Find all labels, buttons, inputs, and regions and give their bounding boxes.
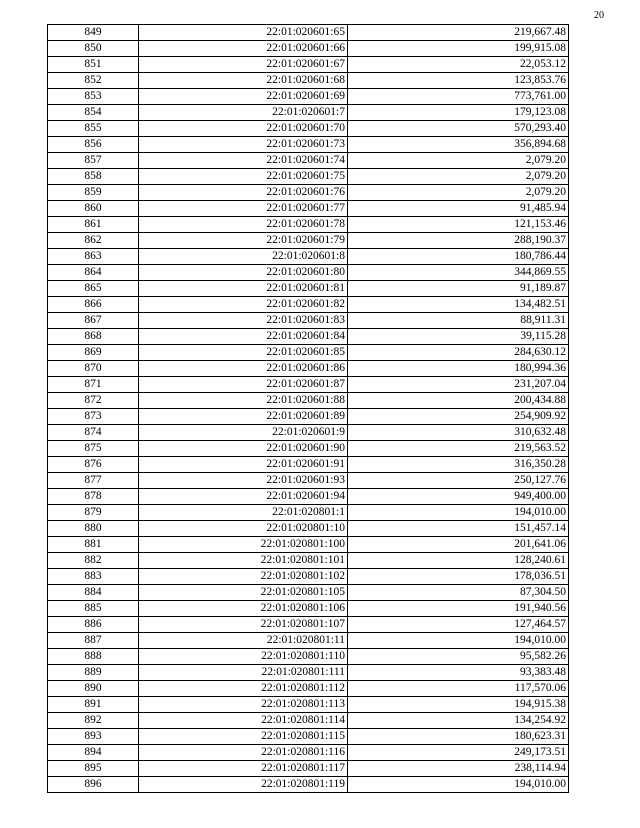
cadastral-number-cell: 22:01:020601:84 — [139, 329, 348, 345]
cadastral-value-cell: 180,786.44 — [348, 249, 569, 265]
row-number-cell: 887 — [48, 633, 139, 649]
row-number-cell: 882 — [48, 553, 139, 569]
table-row — [48, 121, 569, 137]
table-row — [48, 489, 569, 505]
cadastral-value-cell: 570,293.40 — [348, 121, 569, 137]
row-number-cell: 850 — [48, 41, 139, 57]
cadastral-number-cell: 22:01:020601:76 — [139, 185, 348, 201]
cadastral-number-cell: 22:01:020601:91 — [139, 457, 348, 473]
table-row — [48, 281, 569, 297]
table-row — [48, 41, 569, 57]
row-number-cell: 856 — [48, 137, 139, 153]
table-row — [48, 25, 569, 41]
row-number-cell: 895 — [48, 761, 139, 777]
cadastral-value-cell: 179,123.08 — [348, 105, 569, 121]
cadastral-number-cell: 22:01:020601:86 — [139, 361, 348, 377]
row-number-cell: 868 — [48, 329, 139, 345]
cadastral-number-cell: 22:01:020801:101 — [139, 553, 348, 569]
row-number-cell: 873 — [48, 409, 139, 425]
table-row — [48, 665, 569, 681]
row-number-cell: 866 — [48, 297, 139, 313]
cadastral-value-cell: 191,940.56 — [348, 601, 569, 617]
row-number-cell: 862 — [48, 233, 139, 249]
cadastral-value-cell: 194,010.00 — [348, 777, 569, 793]
row-number-cell: 853 — [48, 89, 139, 105]
cadastral-number-cell: 22:01:020601:89 — [139, 409, 348, 425]
cadastral-number-cell: 22:01:020801:112 — [139, 681, 348, 697]
cadastral-number-cell: 22:01:020601:81 — [139, 281, 348, 297]
row-number-cell: 857 — [48, 153, 139, 169]
table-row — [48, 633, 569, 649]
table-row — [48, 329, 569, 345]
cadastral-value-cell: 128,240.61 — [348, 553, 569, 569]
cadastral-value-cell: 310,632.48 — [348, 425, 569, 441]
row-number-cell: 877 — [48, 473, 139, 489]
row-number-cell: 878 — [48, 489, 139, 505]
table-row — [48, 393, 569, 409]
cadastral-value-cell: 194,915.38 — [348, 697, 569, 713]
cadastral-number-cell: 22:01:020801:113 — [139, 697, 348, 713]
cadastral-number-cell: 22:01:020601:85 — [139, 345, 348, 361]
table-row — [48, 777, 569, 793]
cadastral-number-cell: 22:01:020601:90 — [139, 441, 348, 457]
table-row — [48, 457, 569, 473]
table-row — [48, 537, 569, 553]
cadastral-value-cell: 91,189.87 — [348, 281, 569, 297]
row-number-cell: 894 — [48, 745, 139, 761]
cadastral-number-cell: 22:01:020801:105 — [139, 585, 348, 601]
cadastral-number-cell: 22:01:020801:114 — [139, 713, 348, 729]
cadastral-value-cell: 316,350.28 — [348, 457, 569, 473]
cadastral-value-cell: 231,207.04 — [348, 377, 569, 393]
table-row — [48, 585, 569, 601]
cadastral-value-cell: 288,190.37 — [348, 233, 569, 249]
cadastral-number-cell: 22:01:020601:70 — [139, 121, 348, 137]
row-number-cell: 855 — [48, 121, 139, 137]
cadastral-number-cell: 22:01:020601:79 — [139, 233, 348, 249]
row-number-cell: 858 — [48, 169, 139, 185]
table-row — [48, 713, 569, 729]
table-row — [48, 441, 569, 457]
table-row — [48, 89, 569, 105]
cadastral-number-cell: 22:01:020601:7 — [139, 105, 348, 121]
cadastral-value-cell: 127,464.57 — [348, 617, 569, 633]
cadastral-number-cell: 22:01:020801:116 — [139, 745, 348, 761]
table-row — [48, 265, 569, 281]
cadastral-number-cell: 22:01:020601:94 — [139, 489, 348, 505]
table-row — [48, 745, 569, 761]
table-row — [48, 185, 569, 201]
table-row — [48, 345, 569, 361]
cadastral-number-cell: 22:01:020601:8 — [139, 249, 348, 265]
cadastral-value-cell: 180,623.31 — [348, 729, 569, 745]
cadastral-value-cell: 178,036.51 — [348, 569, 569, 585]
table-row — [48, 425, 569, 441]
table-row — [48, 153, 569, 169]
table-row — [48, 681, 569, 697]
cadastral-number-cell: 22:01:020601:88 — [139, 393, 348, 409]
cadastral-value-cell: 194,010.00 — [348, 633, 569, 649]
cadastral-number-cell: 22:01:020601:77 — [139, 201, 348, 217]
table-row — [48, 569, 569, 585]
table-row — [48, 57, 569, 73]
cadastral-number-cell: 22:01:020801:115 — [139, 729, 348, 745]
cadastral-number-cell: 22:01:020601:73 — [139, 137, 348, 153]
cadastral-value-cell: 151,457.14 — [348, 521, 569, 537]
row-number-cell: 879 — [48, 505, 139, 521]
cadastral-value-cell: 39,115.28 — [348, 329, 569, 345]
table-row — [48, 617, 569, 633]
cadastral-number-cell: 22:01:020601:78 — [139, 217, 348, 233]
cadastral-number-cell: 22:01:020601:83 — [139, 313, 348, 329]
cadastral-number-cell: 22:01:020601:80 — [139, 265, 348, 281]
row-number-cell: 880 — [48, 521, 139, 537]
cadastral-number-cell: 22:01:020801:107 — [139, 617, 348, 633]
cadastral-value-table — [47, 24, 569, 793]
row-number-cell: 870 — [48, 361, 139, 377]
cadastral-number-cell: 22:01:020801:100 — [139, 537, 348, 553]
cadastral-value-cell: 93,383.48 — [348, 665, 569, 681]
table-row — [48, 137, 569, 153]
row-number-cell: 889 — [48, 665, 139, 681]
row-number-cell: 869 — [48, 345, 139, 361]
row-number-cell: 881 — [48, 537, 139, 553]
cadastral-number-cell: 22:01:020601:68 — [139, 73, 348, 89]
table-row — [48, 249, 569, 265]
cadastral-number-cell: 22:01:020801:1 — [139, 505, 348, 521]
table-row — [48, 201, 569, 217]
cadastral-value-cell: 2,079.20 — [348, 185, 569, 201]
cadastral-value-cell: 254,909.92 — [348, 409, 569, 425]
cadastral-value-cell: 773,761.00 — [348, 89, 569, 105]
row-number-cell: 863 — [48, 249, 139, 265]
table-row — [48, 649, 569, 665]
cadastral-number-cell: 22:01:020601:87 — [139, 377, 348, 393]
cadastral-number-cell: 22:01:020801:110 — [139, 649, 348, 665]
cadastral-value-cell: 200,434.88 — [348, 393, 569, 409]
row-number-cell: 849 — [48, 25, 139, 41]
table-row — [48, 697, 569, 713]
cadastral-value-cell: 2,079.20 — [348, 153, 569, 169]
table-row — [48, 473, 569, 489]
table-row — [48, 761, 569, 777]
table-row — [48, 409, 569, 425]
row-number-cell: 885 — [48, 601, 139, 617]
cadastral-number-cell: 22:01:020601:67 — [139, 57, 348, 73]
cadastral-value-cell: 117,570.06 — [348, 681, 569, 697]
row-number-cell: 893 — [48, 729, 139, 745]
table-row — [48, 169, 569, 185]
row-number-cell: 872 — [48, 393, 139, 409]
cadastral-value-cell: 238,114.94 — [348, 761, 569, 777]
cadastral-number-cell: 22:01:020601:66 — [139, 41, 348, 57]
row-number-cell: 861 — [48, 217, 139, 233]
row-number-cell: 896 — [48, 777, 139, 793]
cadastral-value-cell: 194,010.00 — [348, 505, 569, 521]
table-row — [48, 233, 569, 249]
row-number-cell: 884 — [48, 585, 139, 601]
cadastral-value-cell: 91,485.94 — [348, 201, 569, 217]
cadastral-number-cell: 22:01:020601:93 — [139, 473, 348, 489]
row-number-cell: 890 — [48, 681, 139, 697]
cadastral-value-cell: 219,563.52 — [348, 441, 569, 457]
cadastral-number-cell: 22:01:020801:111 — [139, 665, 348, 681]
cadastral-value-cell: 87,304.50 — [348, 585, 569, 601]
row-number-cell: 854 — [48, 105, 139, 121]
row-number-cell: 867 — [48, 313, 139, 329]
cadastral-value-cell: 249,173.51 — [348, 745, 569, 761]
cadastral-number-cell: 22:01:020601:82 — [139, 297, 348, 313]
cadastral-value-cell: 949,400.00 — [348, 489, 569, 505]
cadastral-number-cell: 22:01:020801:119 — [139, 777, 348, 793]
cadastral-number-cell: 22:01:020801:117 — [139, 761, 348, 777]
cadastral-value-cell: 134,482.51 — [348, 297, 569, 313]
cadastral-number-cell: 22:01:020601:75 — [139, 169, 348, 185]
row-number-cell: 874 — [48, 425, 139, 441]
table-row — [48, 313, 569, 329]
row-number-cell: 888 — [48, 649, 139, 665]
cadastral-value-cell: 356,894.68 — [348, 137, 569, 153]
cadastral-value-cell: 22,053.12 — [348, 57, 569, 73]
table-body — [48, 25, 569, 793]
cadastral-value-cell: 134,254.92 — [348, 713, 569, 729]
cadastral-value-cell: 250,127.76 — [348, 473, 569, 489]
table-row — [48, 601, 569, 617]
row-number-cell: 891 — [48, 697, 139, 713]
cadastral-value-cell: 121,153.46 — [348, 217, 569, 233]
table-row — [48, 73, 569, 89]
table-row — [48, 217, 569, 233]
cadastral-value-cell: 199,915.08 — [348, 41, 569, 57]
row-number-cell: 886 — [48, 617, 139, 633]
row-number-cell: 851 — [48, 57, 139, 73]
row-number-cell: 852 — [48, 73, 139, 89]
row-number-cell: 875 — [48, 441, 139, 457]
cadastral-number-cell: 22:01:020601:69 — [139, 89, 348, 105]
cadastral-value-cell: 284,630.12 — [348, 345, 569, 361]
cadastral-value-cell: 2,079.20 — [348, 169, 569, 185]
row-number-cell: 876 — [48, 457, 139, 473]
cadastral-value-cell: 201,641.06 — [348, 537, 569, 553]
row-number-cell: 859 — [48, 185, 139, 201]
cadastral-value-cell: 180,994.36 — [348, 361, 569, 377]
row-number-cell: 871 — [48, 377, 139, 393]
table-row — [48, 361, 569, 377]
page-number: 20 — [594, 10, 604, 21]
cadastral-number-cell: 22:01:020601:9 — [139, 425, 348, 441]
row-number-cell: 865 — [48, 281, 139, 297]
cadastral-number-cell: 22:01:020801:10 — [139, 521, 348, 537]
row-number-cell: 892 — [48, 713, 139, 729]
cadastral-number-cell: 22:01:020801:102 — [139, 569, 348, 585]
cadastral-value-cell: 123,853.76 — [348, 73, 569, 89]
row-number-cell: 864 — [48, 265, 139, 281]
table-row — [48, 729, 569, 745]
table-row — [48, 297, 569, 313]
cadastral-value-cell: 344,869.55 — [348, 265, 569, 281]
table-row — [48, 505, 569, 521]
row-number-cell: 883 — [48, 569, 139, 585]
cadastral-number-cell: 22:01:020601:65 — [139, 25, 348, 41]
cadastral-number-cell: 22:01:020601:74 — [139, 153, 348, 169]
cadastral-value-cell: 88,911.31 — [348, 313, 569, 329]
table-row — [48, 521, 569, 537]
table-row — [48, 553, 569, 569]
table-row — [48, 377, 569, 393]
row-number-cell: 860 — [48, 201, 139, 217]
table-row — [48, 105, 569, 121]
cadastral-number-cell: 22:01:020801:106 — [139, 601, 348, 617]
cadastral-value-cell: 219,667.48 — [348, 25, 569, 41]
cadastral-value-cell: 95,582.26 — [348, 649, 569, 665]
cadastral-number-cell: 22:01:020801:11 — [139, 633, 348, 649]
